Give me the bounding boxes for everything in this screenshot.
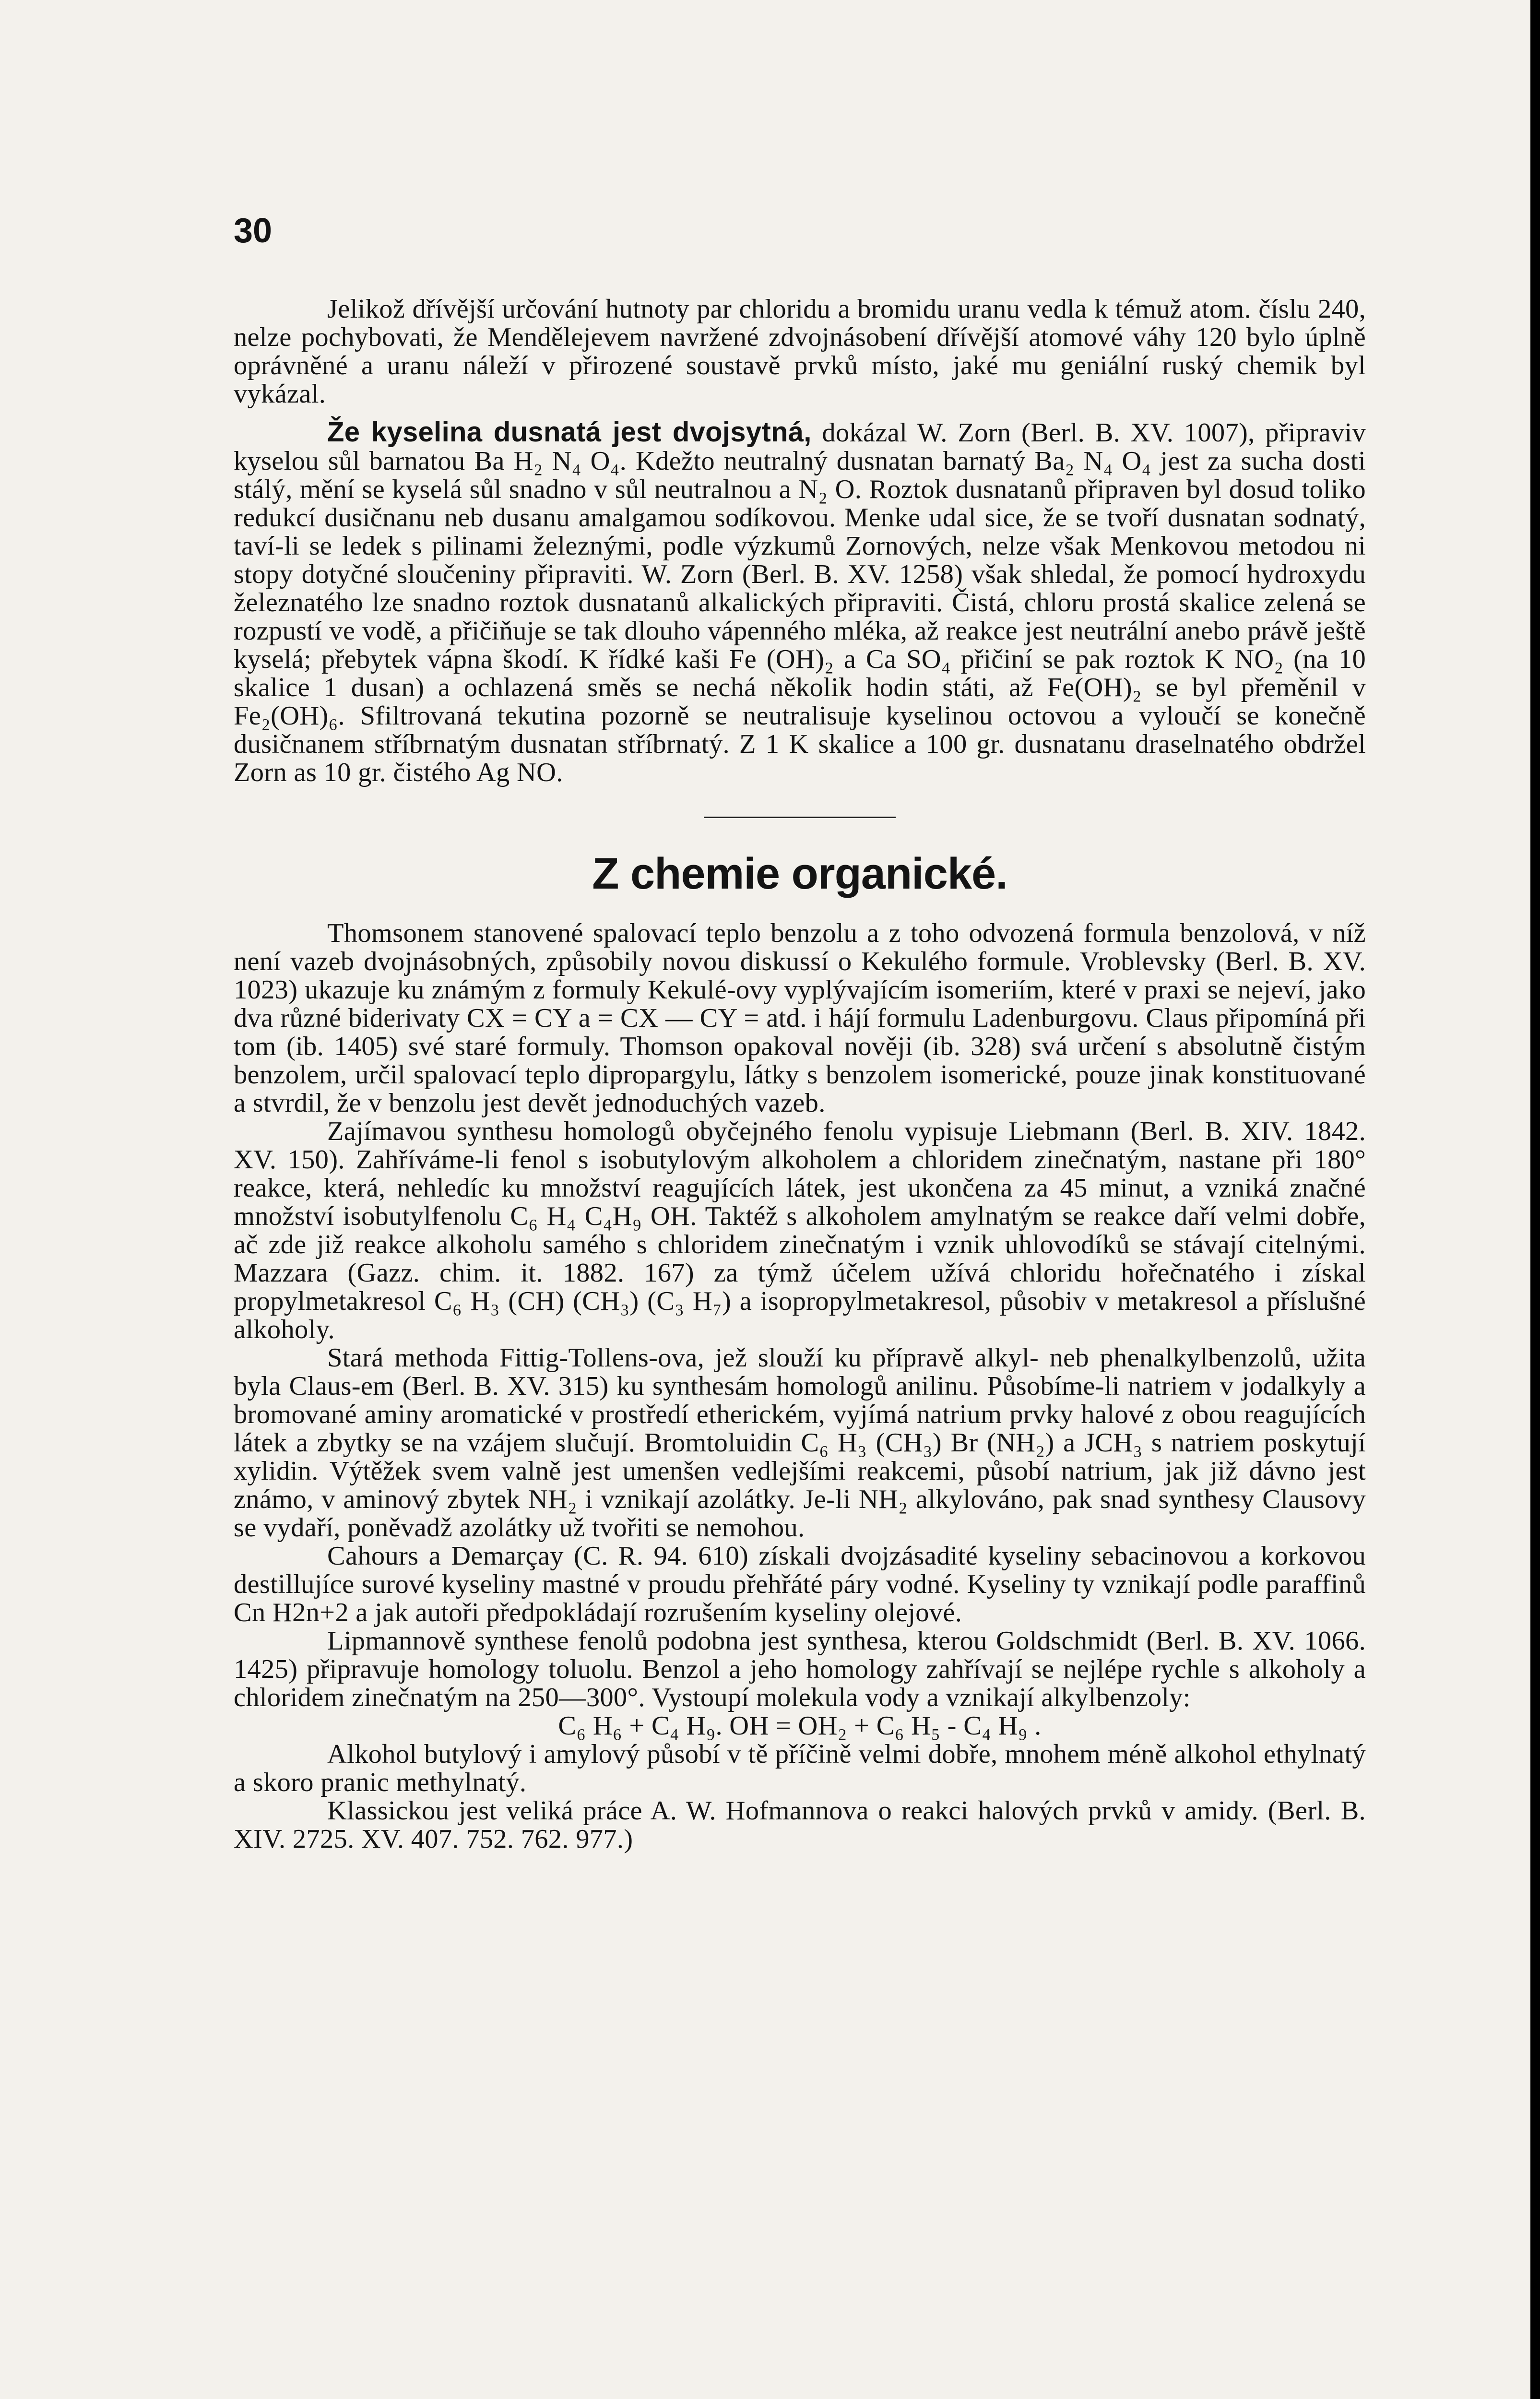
paragraph-phenol-homologues: Zajímavou synthesu homologů obyčejného fenolu vypisuje Liebmann (Berl. B. XIV. 1842. XV. 150). Zahříváme-li fenol s isobutylovým alkoholem a chloridem zinečnatým, nastane při 180° reakce, která, nehledíc ku množství reagujících látek, jest ukončena za 45 minut, a vzniká značné množství isobutylfenolu C₆ H₄ C₄H₉ OH. Taktéž s alkoholem amylnatým se reakce daří velmi dobře, ač zde již reakce alkoholu samého s chloridem zinečnatým i vznik uhlovodíků se stávají citelnými. Mazzara (Gazz. chim. it. 1882. 167) za týmž účelem užívá chloridu hořečnatého i získal propylmetakresol C₆ H₃ (CH) (CH₃) (C₃ H₇) a isopropylmetakresol, působiv v metakresol a příslušné alkoholy. [234, 1116, 1366, 1344]
page-content [234, 295, 1366, 1853]
paragraph-hofmann: Klassickou jest veliká práce A. W. Hofmannova o reakci halových prvků v amidy. (Berl. B. XIV. 2725. XV. 407. 752. 762. 977.) [234, 1796, 1366, 1854]
paragraph-fittig-tollens: Stará methoda Fittig-Tollens-ova, jež slouží ku přípravě alkyl- neb phenalkylbenzolů, užita byla Claus-em (Berl. B. XV. 315) ku synthesám homologů anilinu. Působíme-li natriem v jodalkyly a bromované aminy aromatické v prostředí etherickém, vyjímá natrium prvky halové z obou reagujících látek a zbytky se na vzájem slučují. Bromtoluidin C₆ H₃ (CH₃) Br (NH₂) a JCH₃ s natriem poskytují xylidin. Výtěžek svem valně jest umenšen vedlejšími reakcemi, působí natrium, jak již dávno jest známo, v aminový zbytek NH₂ i vznikají azolátky. Je-li NH₂ alkylováno, pak snad synthesy Clausovy se vydaří, poněvadž azolátky už tvořiti se nemohou. [234, 1343, 1366, 1543]
paragraph-cahours-demarcay: Cahours a Demarçay (C. R. 94. 610) získali dvojzásadité kyseliny sebacinovou a korkovou destillujíce surové kyseliny mastné v proudu přehřáté páry vodné. Kyseliny ty vznikají podle paraffinů Cn H2n+2 a jak autoři předpokládají rozrušením kyseliny olejové. [234, 1541, 1366, 1627]
section-title: Z chemie organické. [592, 849, 1007, 898]
page-number: 30 [234, 212, 272, 250]
paragraph-uranium: Jelikož dřívější určování hutnoty par chloridu a bromidu uranu vedla k témuž atom. číslu 240, nelze pochybovati, že Mendělejevem navržené zdvojnásobení dřívější atomové váhy 120 bylo úplně oprávněné a uranu náleží v přirozené soustavě prvků místo, jaké mu geniální ruský chemik byl vykázal. [234, 294, 1366, 409]
section-divider [704, 817, 896, 818]
paragraph-benzene-formula: Thomsonem stanovené spalovací teplo benzolu a z toho odvozená formula benzolová, v níž není vazeb dvojnásobných, způsobily novou diskussí o Kekulého formule. Vroblevsky (Berl. B. XV. 1023) ukazuje ku známým z formuly Kekulé-ovy vyplývajícím isomeriím, které v praxi se nejeví, jako dva různé biderivaty CX = CY a = CX — CY = atd. i hájí formulu Ladenburgovu. Claus připomíná při tom (ib. 1405) své staré formuly. Thomson opakoval nověji (ib. 328) svá určení s absolutně čistým benzolem, určil spalovací teplo dipropargylu, látky s benzolem isomerické, pouze jinak konstituované a stvrdil, že v benzolu jest devět jednoduchých vazeb. [234, 918, 1366, 1118]
paragraph-body: dokázal W. Zorn (Berl. B. XV. 1007), připraviv kyselou sůl barnatou Ba H₂ N₄ O₄. Kdežto neutralný dusnatan barnatý Ba₂ N₄ O₄ jest za sucha dosti stálý, mění se kyselá sůl snadno v sůl neutralnou a N₂ O. Roztok dusnatanů připraven byl dosud toliko redukcí dusičnanu neb dusanu amalgamou sodíkovou. Menke udal sice, že se tvoří dusnatan sodnatý, taví-li se ledek s pilinami železnými, podle výzkumů Zornových, nelze však Menkovou metodou ni stopy dotyčné sloučeniny připraviti. W. Zorn (Berl. B. XV. 1258) však shledal, že pomocí hydroxydu železnatého lze snadno roztok dusnatanů alkalických připraviti. Čistá, chloru prostá skalice zelená se rozpustí ve vodě, a přičiňuje se tak dlouho vápenného mléka, až reakce jest neutrální anebo právě ještě kyselá; přebytek vápna škodí. K řídké kaši Fe (OH)₂ a Ca SO₄ přičiní se pak roztok K NO₂ (na 10 skalice 1 dusan) a ochlazená směs se nechá několik hodin státi, až Fe(OH)₂ se byl přeměnil v Fe₂(OH)₆. Sfiltrovaná tekutina pozorně se neutralisuje kyselinou octovou a vyloučí se konečně dusičnanem stříbrnatým dusnatan stříbrnatý. Z 1 K skalice a 100 gr. dusnatanu draselnatého obdržel Zorn as 10 gr. čistého Ag NO. [234, 418, 1366, 787]
paragraph-alcohols: Alkohol butylový i amylový působí v tě příčině velmi dobře, mnohem méně alkohol ethylnatý a skoro pranic methylnatý. [234, 1739, 1366, 1797]
paragraph-goldschmidt: Lipmannově synthese fenolů podobna jest synthesa, kterou Goldschmidt (Berl. B. XV. 1066. 1425) připravuje homology toluolu. Benzol a jeho homology zahřívají se nejlépe rychle s alkoholy a chloridem zinečnatým na 250—300°. Vystoupí molekula vody a vznikají alkylbenzoly: [234, 1626, 1366, 1712]
chemical-equation: C₆ H₆ + C₄ H₉. OH = OH₂ + C₆ H₅ - C₄ H₉ . [558, 1711, 1042, 1741]
paragraph-hyponitrous-acid [234, 418, 1366, 787]
paragraph-lead-heading: Že kyselina dusnatá jest dvojsytná, [327, 416, 812, 448]
scan-edge [1530, 0, 1540, 2399]
